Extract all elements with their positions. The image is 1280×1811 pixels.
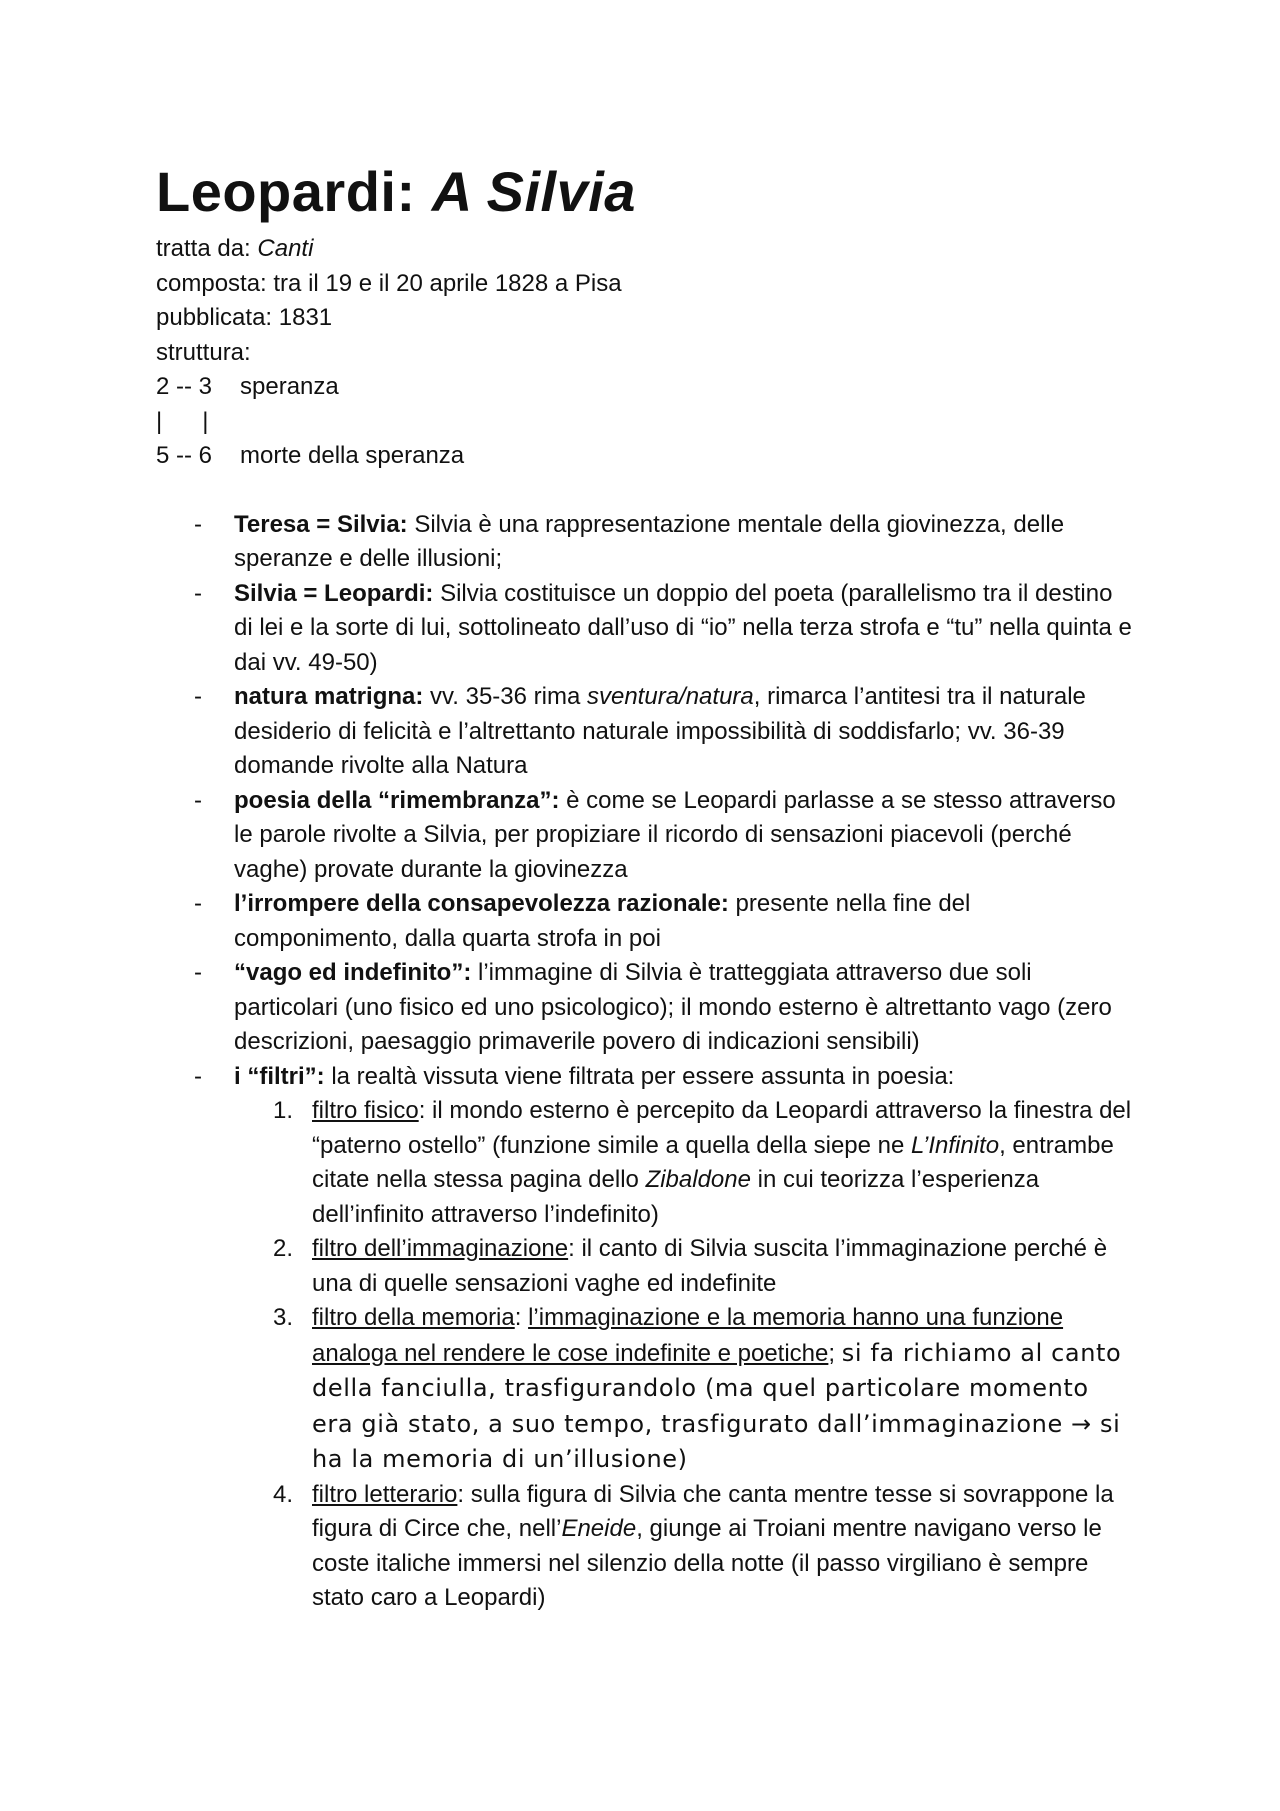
structure-row-hope: 2 -- 3 speranza: [156, 373, 339, 400]
meta-tratta: tratta da: Canti: [156, 235, 314, 262]
list-item: - Teresa = Silvia: Silvia è una rappresentazione mentale della giovinezza, delle speranze e delle illusioni;: [156, 508, 1136, 577]
filter-item-imagination: 2. filtro dell’immaginazione: il canto di Silvia suscita l’immaginazione perché è una di quelle sensazioni vaghe ed indefinite: [273, 1235, 1108, 1297]
meta-pubblicata: pubblicata: 1831: [156, 304, 333, 331]
meta-struttura: struttura:: [156, 338, 251, 366]
page-title: [156, 156, 1136, 228]
title-work: A Silvia: [431, 160, 636, 223]
document-body: [156, 156, 1136, 1616]
list-item: - natura matrigna: vv. 35-36 rima sventura/natura, rimarca l’antitesi tra il naturale desiderio di felicità e l’altrettanto naturale impossibilità di soddisfarlo; vv. 36-39 domande rivolte alla Natura: [156, 680, 1136, 784]
list-item: - l’irrompere della consapevolezza razionale: presente nella fine del componimento, dalla quarta strofa in poi: [156, 887, 1136, 956]
filter-item-literary: 4. filtro letterario: sulla figura di Silvia che canta mentre tesse si sovrappone la figura di Circe che, nell’Eneide, giunge ai Troiani mentre navigano verso le coste italiche immersi nel silenzio della notte (il passo virgiliano è sempre stato caro a Leopardi): [273, 1480, 1114, 1611]
filter-item-memory: 3. filtro della memoria: l’immaginazione e la memoria hanno una funzione analoga nel rendere le cose indefinite e poetiche; si fa richiamo al canto della fanciulla, trasfigurandolo (ma quel particolare momento era già stato, a suo tempo, trasfigurato dall’immaginazione → si ha la memoria di un’illusione): [273, 1304, 1122, 1473]
structure-row-death: 5 -- 6 morte della speranza: [156, 442, 465, 469]
bullet-dash: -: [194, 786, 202, 814]
filter-item-physical: 1. filtro fisico: il mondo esterno è percepito da Leopardi attraverso la finestra del “paterno ostello” (funzione simile a quella della siepe ne L’Infinito, entrambe citate nella stessa pagina dello Zibaldone in cui teorizza l’esperienza dell’infinito attraverso l’indefinito): [273, 1097, 1132, 1228]
list-item: - i “filtri”: la realtà vissuta viene filtrata per essere assunta in poesia:: [156, 1060, 1136, 1095]
metadata-block: [156, 232, 1136, 474]
bullet-dash: -: [194, 579, 202, 607]
bullet-dash: -: [194, 890, 202, 917]
bullet-dash: -: [194, 683, 202, 710]
list-item: - poesia della “rimembranza”: è come se Leopardi parlasse a se stesso attraverso le parole rivolte a Silvia, per propiziare il ricordo di sensazioni piacevoli (perché vaghe) provate durante la giovinezza: [156, 784, 1136, 888]
meta-tratta-value: Canti: [257, 235, 314, 262]
title-prefix: Leopardi:: [156, 160, 432, 223]
list-item: - Silvia = Leopardi: Silvia costituisce un doppio del poeta (parallelismo tra il destino di lei e la sorte di lui, sottolineato dall’uso di “io” nella terza strofa e “tu” nella quinta e dai vv. 49-50): [156, 577, 1136, 681]
theme-list: [156, 508, 1136, 1095]
filters-list: [156, 1094, 1136, 1616]
meta-composta: composta: tra il 19 e il 20 aprile 1828 a Pisa: [156, 269, 622, 297]
bullet-dash: -: [194, 959, 202, 986]
structure-row-connectors: | |: [156, 407, 209, 435]
bullet-dash: -: [194, 510, 202, 538]
list-item: - “vago ed indefinito”: l’immagine di Silvia è tratteggiata attraverso due soli particolari (uno fisico ed uno psicologico); il mondo esterno è altrettanto vago (zero descrizioni, paesaggio primaverile povero di indicazioni sensibili): [156, 956, 1136, 1060]
bullet-dash: -: [194, 1062, 202, 1090]
